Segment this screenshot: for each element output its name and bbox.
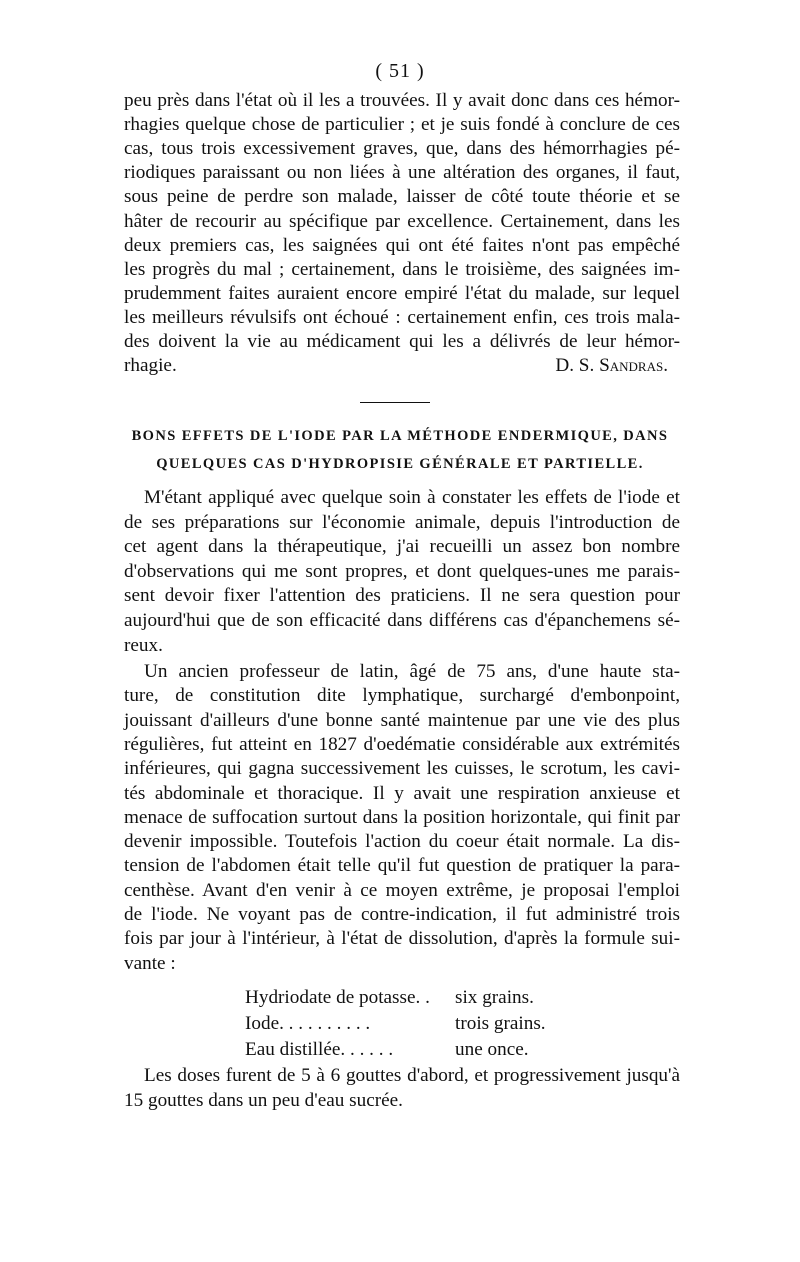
text-line: Les doses furent de 5 à 6 gouttes d'abord, et progressivement jusqu'à xyxy=(144,1065,680,1086)
text-line: jouissant d'ailleurs d'une bonne santé maintenue par une vie des plus xyxy=(124,709,680,731)
closing-line xyxy=(124,353,680,379)
section-divider xyxy=(360,402,430,403)
page-number: ( 51 ) xyxy=(375,60,425,82)
text-line: riodiques paraissant ou non liées à une altération des organes, il faut, xyxy=(124,162,680,184)
recipe-quantity: trois grains. xyxy=(455,1013,546,1034)
text-line: des doivent la vie au médicament qui les a délivrés de leur hémor- xyxy=(124,331,680,352)
text-line: les progrès du mal ; certainement, dans le troisième, des saignées im- xyxy=(124,258,680,280)
text-line: d'observations qui me sont propres, et dont quelques-unes me parais- xyxy=(124,560,680,582)
text-line: de l'iode. Ne voyant pas de contre-indication, il fut administré trois xyxy=(124,904,680,925)
text-line: sent devoir fixer l'attention des praticiens. Il ne sera question pour xyxy=(124,585,680,607)
recipe-quantity: six grains. xyxy=(455,987,534,1008)
article-title-line-2: QUELQUES CAS D'HYDROPISIE GÉNÉRALE ET PARTIELLE. xyxy=(156,456,644,472)
text-line: centhèse. Avant d'en venir à ce moyen extrême, je proposai l'emploi xyxy=(124,879,680,901)
text-line: reux. xyxy=(124,634,163,656)
text-line: rhagies quelque chose de particulier ; et je suis fondé à conclure de ces xyxy=(124,114,680,136)
recipe-ingredient: Iode. . . . . . . . . . xyxy=(245,1013,371,1034)
text-line: inférieures, qui gagna successivement les cuisses, le scrotum, les cavi- xyxy=(124,758,680,780)
recipe-ingredient: Hydriodate de potasse. . xyxy=(245,987,430,1008)
text-line: Un ancien professeur de latin, âgé de 75 ans, d'une haute sta- xyxy=(144,661,680,682)
text-line: vante : xyxy=(124,952,176,974)
text-line: régulières, fut atteint en 1827 d'oedématie considérable aux extrémités xyxy=(124,733,680,755)
text-line: peu près dans l'état où il les a trouvées. Il y avait donc dans ces hémor- xyxy=(124,90,680,111)
text-line: devenir impossible. Toutefois l'action du coeur était normale. La dis- xyxy=(124,831,680,853)
recipe-quantity: une once. xyxy=(455,1039,529,1060)
text-line: menace de suffocation surtout dans la position horizontale, qui finit par xyxy=(124,806,680,828)
text-line: ture, de constitution dite lymphatique, surchargé d'embonpoint, xyxy=(124,685,680,707)
recipe-formula xyxy=(245,985,565,1065)
text-line: prudemment faites auraient encore empiré l'état du malade, sur lequel xyxy=(124,282,680,304)
text-line: hâter de recourir au spécifique par excellence. Certainement, dans les xyxy=(124,210,680,232)
article-title-line-1: BONS EFFETS DE L'IODE PAR LA MÉTHODE ENDERMIQUE, DANS xyxy=(131,428,669,444)
author-signature: D. S. Sandras. xyxy=(555,355,668,377)
text-line: tés abdominale et thoracique. Il y avait une respiration anxieuse et xyxy=(124,782,680,804)
text-line: les meilleurs révulsifs ont échoué : certainement enfin, ces trois mala- xyxy=(124,306,680,328)
text-line: M'étant appliqué avec quelque soin à constater les effets de l'iode et xyxy=(144,487,680,508)
closing-word: rhagie. xyxy=(124,355,177,377)
text-line: deux premiers cas, les saignées qui ont été faites n'ont pas empêché xyxy=(124,234,680,256)
recipe-ingredient: Eau distillée. . . . . . xyxy=(245,1039,394,1060)
text-line: de ses préparations sur l'économie animale, depuis l'introduction de xyxy=(124,511,680,533)
text-line: tension de l'abdomen était telle qu'il fut question de pratiquer la para- xyxy=(124,855,680,877)
text-line: sous peine de perdre son malade, laisser de côté toute théorie et se xyxy=(124,186,680,208)
text-line: aujourd'hui que de son efficacité dans différens cas d'épanchemens sé- xyxy=(124,610,680,631)
text-line: 15 gouttes dans un peu d'eau sucrée. xyxy=(124,1089,403,1111)
text-line: cas, tous trois excessivement graves, que, dans des hémorrhagies pé- xyxy=(124,138,680,160)
text-line: cet agent dans la thérapeutique, j'ai recueilli un assez bon nombre xyxy=(124,536,680,558)
text-line: fois par jour à l'intérieur, à l'état de dissolution, d'après la formule sui- xyxy=(124,928,680,950)
